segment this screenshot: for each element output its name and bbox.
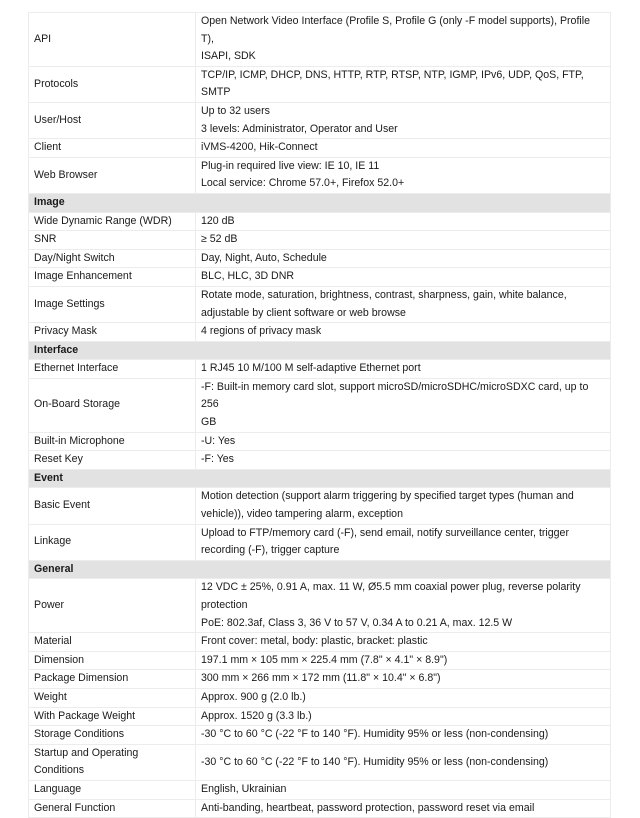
spec-value: 12 VDC ± 25%, 0.91 A, max. 11 W, Ø5.5 mm coaxial power plug, reverse polarity protection PoE: 802.3af, Class 3, 36 V to 57 V, 0.34 A to 0.21 A, max. 12.5 W — [196, 579, 611, 633]
spec-label: Package Dimension — [29, 670, 196, 689]
spec-value: 300 mm × 266 mm × 172 mm (11.8" × 10.4" × 6.8") — [196, 670, 611, 689]
spec-label: Reset Key — [29, 451, 196, 470]
spec-row — [29, 286, 611, 322]
spec-row — [29, 451, 611, 470]
spec-value: -F: Built-in memory card slot, support microSD/microSDHC/microSDXC card, up to 256 GB — [196, 378, 611, 432]
spec-label: Built-in Microphone — [29, 432, 196, 451]
spec-table — [28, 12, 611, 818]
spec-value: Day, Night, Auto, Schedule — [196, 249, 611, 268]
spec-value: Front cover: metal, body: plastic, bracket: plastic — [196, 633, 611, 652]
spec-label: Protocols — [29, 66, 196, 102]
spec-row — [29, 524, 611, 560]
spec-value: iVMS-4200, Hik-Connect — [196, 139, 611, 158]
spec-value: 197.1 mm × 105 mm × 225.4 mm (7.8" × 4.1" × 8.9") — [196, 651, 611, 670]
spec-label: Linkage — [29, 524, 196, 560]
spec-row — [29, 249, 611, 268]
spec-row — [29, 231, 611, 250]
spec-label: Wide Dynamic Range (WDR) — [29, 212, 196, 231]
spec-value: 4 regions of privacy mask — [196, 323, 611, 342]
spec-label: Weight — [29, 688, 196, 707]
spec-value: Upload to FTP/memory card (-F), send email, notify surveillance center, trigger recording (-F), trigger capture — [196, 524, 611, 560]
spec-value: Open Network Video Interface (Profile S, Profile G (only -F model supports), Profile T), ISAPI, SDK — [196, 13, 611, 67]
section-title: Event — [29, 469, 611, 488]
spec-label: Ethernet Interface — [29, 360, 196, 379]
spec-value: Anti-banding, heartbeat, password protection, password reset via email — [196, 799, 611, 818]
spec-row — [29, 378, 611, 432]
spec-value: TCP/IP, ICMP, DHCP, DNS, HTTP, RTP, RTSP, NTP, IGMP, IPv6, UDP, QoS, FTP, SMTP — [196, 66, 611, 102]
spec-value: Approx. 1520 g (3.3 lb.) — [196, 707, 611, 726]
spec-value: English, Ukrainian — [196, 780, 611, 799]
spec-label: Image Enhancement — [29, 268, 196, 287]
spec-value: -U: Yes — [196, 432, 611, 451]
spec-value: Rotate mode, saturation, brightness, contrast, sharpness, gain, white balance, adjustable by client software or web browse — [196, 286, 611, 322]
spec-row — [29, 488, 611, 524]
spec-row — [29, 66, 611, 102]
spec-row — [29, 744, 611, 780]
spec-value: -F: Yes — [196, 451, 611, 470]
spec-row — [29, 726, 611, 745]
spec-row — [29, 212, 611, 231]
spec-row — [29, 670, 611, 689]
spec-row — [29, 139, 611, 158]
spec-row — [29, 268, 611, 287]
spec-value: Motion detection (support alarm triggering by specified target types (human and vehicle)), video tampering alarm, exception — [196, 488, 611, 524]
spec-value: 1 RJ45 10 M/100 M self-adaptive Ethernet port — [196, 360, 611, 379]
spec-label: Material — [29, 633, 196, 652]
spec-value: BLC, HLC, 3D DNR — [196, 268, 611, 287]
spec-label: Client — [29, 139, 196, 158]
spec-value: Approx. 900 g (2.0 lb.) — [196, 688, 611, 707]
section-title: Interface — [29, 341, 611, 360]
spec-row — [29, 323, 611, 342]
spec-value: ≥ 52 dB — [196, 231, 611, 250]
section-title: General — [29, 560, 611, 579]
spec-label: On-Board Storage — [29, 378, 196, 432]
section-header-general — [29, 560, 611, 579]
spec-row — [29, 799, 611, 818]
spec-label: Basic Event — [29, 488, 196, 524]
spec-row — [29, 360, 611, 379]
spec-label: API — [29, 13, 196, 67]
spec-value: 120 dB — [196, 212, 611, 231]
section-header-event — [29, 469, 611, 488]
spec-label: Privacy Mask — [29, 323, 196, 342]
spec-row — [29, 432, 611, 451]
section-title: Image — [29, 193, 611, 212]
spec-row — [29, 13, 611, 67]
spec-label: Storage Conditions — [29, 726, 196, 745]
spec-table-body — [29, 13, 611, 818]
spec-label: Web Browser — [29, 157, 196, 193]
spec-row — [29, 780, 611, 799]
spec-label: General Function — [29, 799, 196, 818]
spec-label: Dimension — [29, 651, 196, 670]
spec-value: Up to 32 users 3 levels: Administrator, Operator and User — [196, 102, 611, 138]
spec-value: -30 °C to 60 °C (-22 °F to 140 °F). Humidity 95% or less (non-condensing) — [196, 744, 611, 780]
spec-row — [29, 102, 611, 138]
spec-row — [29, 688, 611, 707]
spec-label: User/Host — [29, 102, 196, 138]
spec-label: Language — [29, 780, 196, 799]
spec-row — [29, 651, 611, 670]
spec-label: Startup and Operating Conditions — [29, 744, 196, 780]
section-header-interface — [29, 341, 611, 360]
spec-row — [29, 633, 611, 652]
spec-label: Day/Night Switch — [29, 249, 196, 268]
spec-label: With Package Weight — [29, 707, 196, 726]
section-header-image — [29, 193, 611, 212]
spec-label: Power — [29, 579, 196, 633]
spec-label: SNR — [29, 231, 196, 250]
spec-row — [29, 579, 611, 633]
spec-value: -30 °C to 60 °C (-22 °F to 140 °F). Humidity 95% or less (non-condensing) — [196, 726, 611, 745]
spec-value: Plug-in required live view: IE 10, IE 11 Local service: Chrome 57.0+, Firefox 52.0+ — [196, 157, 611, 193]
spec-label: Image Settings — [29, 286, 196, 322]
spec-row — [29, 157, 611, 193]
spec-row — [29, 707, 611, 726]
